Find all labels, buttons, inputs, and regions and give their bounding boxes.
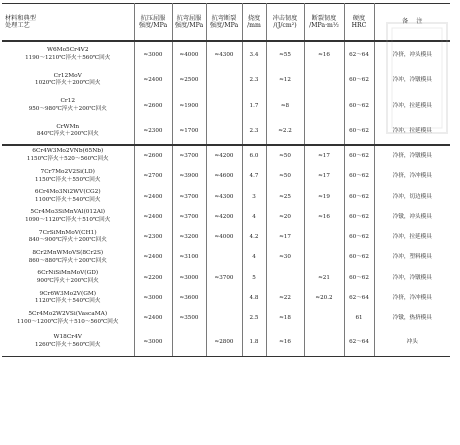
fracture-cell [304,68,344,94]
material-process: 1100～1200℃淬火＋510～560℃回火 [17,318,119,325]
material-cell [2,166,134,186]
bend-yield-cell: ≈3700 [172,145,206,166]
hardness-cell: 60～62 [344,207,374,227]
material-grade: 5Cr4Mo2W2VSi(VascaMA) [28,310,108,317]
impact-cell: ≈30 [266,247,304,267]
material-cell [2,41,134,68]
impact-cell: ≈17 [266,227,304,247]
material-grade: 9Cr6W3Mo2V(GM) [39,290,97,297]
bend-yield-cell: ≈4000 [172,41,206,68]
hardness-cell: 60～62 [344,247,374,267]
deflection-cell: 4.2 [242,227,266,247]
fracture-cell [304,119,344,146]
compress-cell: ≈2600 [134,145,172,166]
material-cell [2,207,134,227]
table-row [2,207,450,227]
header-material: 材料和典型 处理工艺 [2,4,134,42]
material-grade: 5Cr4Mo3SiMnVAl(012Al) [30,209,106,216]
material-cell [2,247,134,267]
material-process: 1260℃淬火＋560℃回火 [35,342,101,349]
compress-cell: ≈2400 [134,187,172,207]
material-cell [2,308,134,328]
remark-cell: 冷冲，切边模具 [374,187,450,207]
deflection-cell: 1.8 [242,329,266,357]
fracture-cell [304,227,344,247]
remark-cell: 冷冲，拉延模具 [374,227,450,247]
material-grade: Cr12 [60,98,76,105]
compress-cell: ≈2300 [134,227,172,247]
material-process: 1120℃淬火＋540℃回火 [35,298,101,305]
bend-yield-cell: ≈3600 [172,288,206,308]
impact-cell: ≈50 [266,166,304,186]
table-body [2,41,450,356]
table-row [2,308,450,328]
table-row [2,247,450,267]
bend-break-cell: ≈3700 [206,268,242,288]
header-impact: 冲击韧度 /(J/cm²) [266,4,304,42]
compress-cell: ≈2300 [134,119,172,146]
remark-cell: 冷挤，冷冲模具 [374,166,450,186]
material-grade: 7Cr7Mo2V2Si(LD) [40,168,95,175]
table-row [2,288,450,308]
material-process: 840～900℃淬火＋200℃回火 [28,237,107,244]
compress-cell: ≈3000 [134,329,172,357]
bend-break-cell [206,308,242,328]
header-bend-break: 抗弯断裂 强度/MPa [206,4,242,42]
bend-break-cell: ≈2800 [206,329,242,357]
remark-cell: 冲头 [374,329,450,357]
deflection-cell: 2.3 [242,119,266,146]
material-cell [2,119,134,146]
fracture-cell: ≈16 [304,207,344,227]
table-row [2,41,450,68]
hardness-cell: 62～64 [344,41,374,68]
material-process: 1190～1210℃淬火＋560℃回火 [25,54,111,61]
table-row [2,329,450,357]
material-cell [2,227,134,247]
compress-cell: ≈2400 [134,68,172,94]
material-cell [2,187,134,207]
header-hardness: 硬度 HRC [344,4,374,42]
bend-break-cell [206,247,242,267]
table-row [2,227,450,247]
materials-table [2,3,450,357]
table-row [2,187,450,207]
remark-cell: 冷挤，冲头模具 [374,41,450,68]
bend-break-cell [206,288,242,308]
bend-yield-cell: ≈1900 [172,93,206,119]
table-row [2,268,450,288]
hardness-cell: 62～64 [344,329,374,357]
hardness-cell: 61 [344,308,374,328]
remark-cell: 冷镦，热挤模具 [374,308,450,328]
bend-break-cell: ≈4600 [206,166,242,186]
bend-yield-cell: ≈3700 [172,187,206,207]
deflection-cell: 2.5 [242,308,266,328]
compress-cell: ≈3000 [134,288,172,308]
material-cell [2,68,134,94]
material-cell [2,93,134,119]
compress-cell: ≈2600 [134,93,172,119]
material-grade: Cr12MoV [53,72,82,79]
bend-break-cell: ≈4300 [206,41,242,68]
material-grade: CrWMn [56,123,80,130]
deflection-cell: 4 [242,207,266,227]
remark-cell: 冷冲，拉延模具 [374,119,450,146]
fracture-cell [304,308,344,328]
remark-cell: 冷冲，塑料模具 [374,247,450,267]
bend-yield-cell: ≈3000 [172,268,206,288]
impact-cell: ≈18 [266,308,304,328]
hardness-cell: 60～62 [344,268,374,288]
bend-yield-cell: ≈1700 [172,119,206,146]
bend-yield-cell: ≈3200 [172,227,206,247]
deflection-cell: 1.7 [242,93,266,119]
impact-cell [266,268,304,288]
bend-break-cell: ≈4200 [206,207,242,227]
fracture-cell: ≈19 [304,187,344,207]
material-grade: 8Cr2MnWMoVS(8Cr2S) [32,249,104,256]
deflection-cell: 3.4 [242,41,266,68]
fracture-cell: ≈17 [304,166,344,186]
header-deflection: 挠度 /mm [242,4,266,42]
compress-cell: ≈2400 [134,247,172,267]
fracture-cell: ≈16 [304,41,344,68]
deflection-cell: 4 [242,247,266,267]
compress-cell: ≈2200 [134,268,172,288]
compress-cell: ≈2400 [134,207,172,227]
bend-yield-cell: ≈2500 [172,68,206,94]
bend-break-cell: ≈4200 [206,145,242,166]
hardness-cell: 60～62 [344,68,374,94]
impact-cell: ≈55 [266,41,304,68]
deflection-cell: 2.3 [242,68,266,94]
hardness-cell: 60～62 [344,145,374,166]
header-remark: 备 注 [374,4,450,42]
compress-cell: ≈2700 [134,166,172,186]
material-grade: 6CrNiSiMnMoV(GD) [37,270,99,277]
impact-cell: ≈25 [266,187,304,207]
impact-cell: ≈12 [266,68,304,94]
bend-break-cell [206,93,242,119]
material-process: 1150℃淬火＋550℃回火 [35,176,101,183]
deflection-cell: 4.8 [242,288,266,308]
impact-cell: ≈22 [266,288,304,308]
header-row [2,4,450,42]
remark-cell: 冷冲，冷镦模具 [374,68,450,94]
material-process: 1150℃淬火＋520～560℃回火 [26,156,109,163]
deflection-cell: 5 [242,268,266,288]
bend-yield-cell: ≈3700 [172,207,206,227]
material-cell [2,329,134,357]
hardness-cell: 60～62 [344,166,374,186]
impact-cell: ≈16 [266,329,304,357]
header-compress: 抗压屈服 强度/MPa [134,4,172,42]
material-grade: 7CrSiMnMoV(CH1) [38,229,97,236]
bend-break-cell: ≈4000 [206,227,242,247]
material-process: 950～980℃淬火＋200℃回火 [28,105,107,112]
impact-cell: ≈8 [266,93,304,119]
table-row [2,145,450,166]
bend-break-cell [206,68,242,94]
material-cell [2,288,134,308]
header-bend-yield: 抗弯屈服 强度/MPa [172,4,206,42]
material-process: 840℃淬火＋200℃回火 [36,131,99,138]
material-grade: W18Cr4V [53,334,82,341]
deflection-cell: 6.0 [242,145,266,166]
fracture-cell [304,247,344,267]
impact-cell: ≈20 [266,207,304,227]
deflection-cell: 3 [242,187,266,207]
fracture-cell: ≈17 [304,145,344,166]
material-cell [2,145,134,166]
fracture-cell [304,93,344,119]
hardness-cell: 60～62 [344,119,374,146]
fracture-cell [304,329,344,357]
material-grade: 6Cr4W3Mo2VNb(65Nb) [32,148,104,155]
bend-yield-cell [172,329,206,357]
table-row [2,93,450,119]
remark-cell: 冷挤，冷镦模具 [374,145,450,166]
bend-break-cell [206,119,242,146]
bend-break-cell: ≈4300 [206,187,242,207]
hardness-cell: 60～62 [344,187,374,207]
remark-cell: 冷冲，冷镦模具 [374,268,450,288]
material-process: 1100℃淬火＋540℃回火 [35,196,101,203]
hardness-cell: 60～62 [344,93,374,119]
material-process: 1020℃淬火＋200℃回火 [35,80,101,87]
impact-cell: ≈50 [266,145,304,166]
compress-cell: ≈3000 [134,41,172,68]
impact-cell: ≈2.2 [266,119,304,146]
material-process: 860～880℃淬火＋200℃回火 [28,257,107,264]
remark-cell: 冷冲，拉延模具 [374,93,450,119]
table-row [2,119,450,146]
hardness-cell: 62～64 [344,288,374,308]
fracture-cell: ≈20.2 [304,288,344,308]
header-fracture: 断裂韧度 /MPa·m½ [304,4,344,42]
material-cell [2,268,134,288]
compress-cell: ≈2400 [134,308,172,328]
fracture-cell: ≈21 [304,268,344,288]
bend-yield-cell: ≈3900 [172,166,206,186]
table-row [2,68,450,94]
remark-cell: 冷挤，冷冲模具 [374,288,450,308]
table-row [2,166,450,186]
bend-yield-cell: ≈3500 [172,308,206,328]
hardness-cell: 60～62 [344,227,374,247]
material-process: 1090～1120℃淬火＋510℃回火 [25,217,111,224]
material-process: 900℃淬火＋200℃回火 [36,278,99,285]
deflection-cell: 4.7 [242,166,266,186]
material-grade: 6Cr4Mo3Ni2WV(CG2) [34,189,101,196]
remark-cell: 冷镦，冲头模具 [374,207,450,227]
bend-yield-cell: ≈3100 [172,247,206,267]
material-grade: W6Mo5Cr4V2 [46,47,89,54]
